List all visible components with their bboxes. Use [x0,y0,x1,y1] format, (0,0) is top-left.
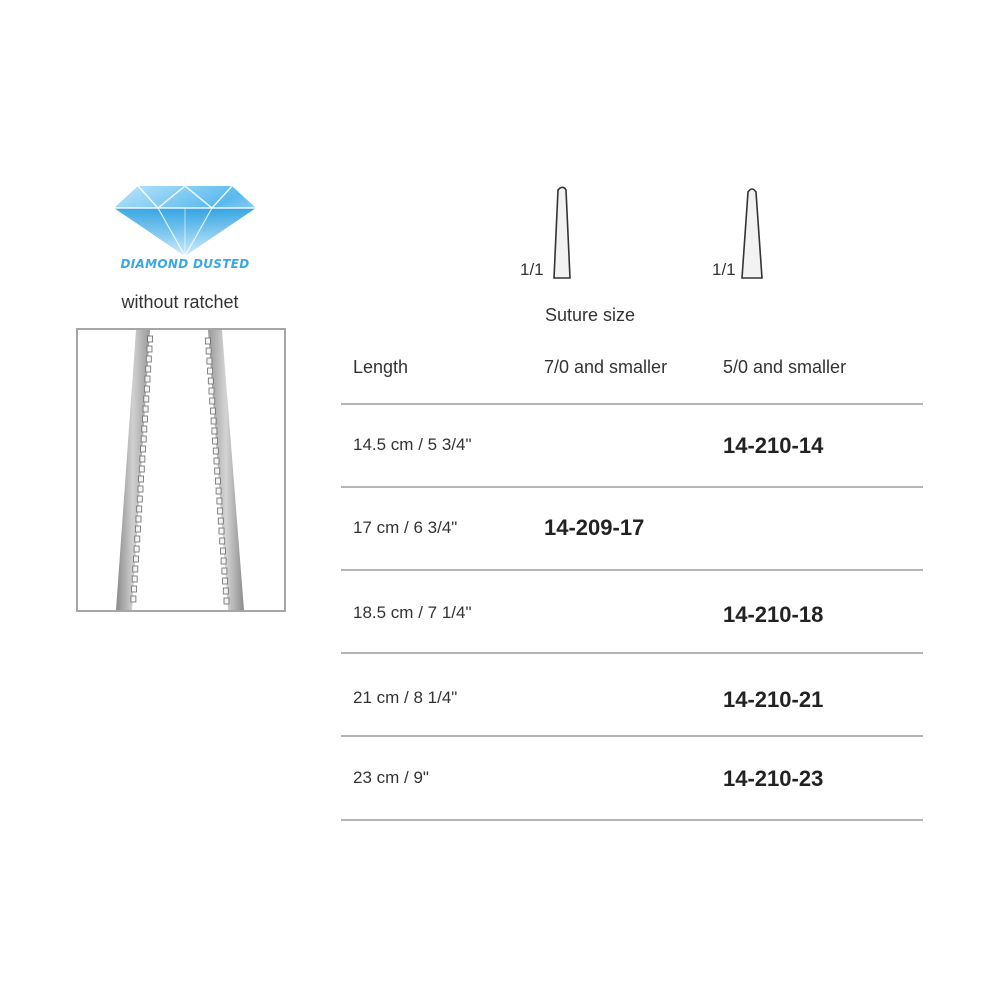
jaw-tooth [217,498,222,504]
row-length: 23 cm / 9" [353,768,429,787]
jaw-tooth [207,358,212,364]
jaw-tooth [208,378,213,384]
jaw-tooth [131,596,136,602]
jaw-tooth [133,566,138,572]
table-rule [341,403,923,405]
row-length: 17 cm / 6 3/4" [353,518,458,537]
jaw-tooth [220,538,225,544]
jaw-tooth [139,476,144,482]
row-length: 18.5 cm / 7 1/4" [353,603,472,622]
jaw-tooth [140,456,145,462]
row-length: 21 cm / 8 1/4" [353,688,458,707]
jaw-tooth [135,536,140,542]
jaw-tooth [206,348,211,354]
header-5-0: 5/0 and smaller [723,357,847,377]
jaw-tooth [224,598,229,604]
table-rule [341,486,923,488]
jaw-tooth [208,368,213,374]
article-number: 14-210-21 [723,687,824,712]
jaw-tooth [143,416,148,422]
jaw-tooth [215,468,220,474]
jaw-tooth [222,568,227,574]
article-number: 14-209-17 [544,515,645,540]
jaw-tooth [132,576,137,582]
jaw-tooth [148,336,153,342]
tip-scale-1: 1/1 [520,260,544,279]
jaw-tooth [214,458,219,464]
jaw-tooth [141,446,146,452]
table-rule [341,652,923,654]
jaw-tooth [147,346,152,352]
suture-size-label: Suture size [545,305,636,325]
header-length: Length [353,357,409,377]
jaw-tooth [223,588,228,594]
row-length: 14.5 cm / 5 3/4" [353,435,472,454]
jaw-tooth [134,546,139,552]
jaw-tooth [210,398,215,404]
serrated-jaws-illustration [78,330,284,610]
jaw-tooth [209,388,214,394]
jaw-tooth [213,438,218,444]
ratchet-label: without ratchet [121,292,239,312]
jaw-tooth [210,408,215,414]
jaw-tooth [213,448,218,454]
jaw-tooth [221,558,226,564]
jaw-tooth [146,356,151,362]
table-rule [341,819,923,821]
jaw-tooth [132,586,137,592]
jaw-tooth [145,376,150,382]
tip-scale-2: 1/1 [712,260,736,279]
article-number: 14-210-23 [723,766,824,791]
jaw-tooth [138,486,143,492]
jaw-tooth [144,386,149,392]
jaw-tooth [146,366,151,372]
jaw-tooth [219,528,224,534]
article-number: 14-210-18 [723,602,824,627]
jaw-tooth [141,436,146,442]
jaw-tooth [220,548,225,554]
jaw-tooth [143,406,148,412]
jaw-tooth [142,426,147,432]
jaw-tooth [218,518,223,524]
article-number: 14-210-14 [723,433,824,458]
table-rule [341,569,923,571]
jaw-tooth [211,418,216,424]
jaw-tooth [218,508,223,514]
jaw-tooth [137,496,142,502]
jaw-detail-image [76,328,286,612]
jaw-tooth [144,396,149,402]
jaw-tooth [216,488,221,494]
jaw-tooth [223,578,228,584]
header-7-0: 7/0 and smaller [544,357,668,377]
badge-text: DIAMOND DUSTED [120,257,250,271]
jaw-tooth [212,428,217,434]
jaw-tooth [205,338,210,344]
jaw-tooth [135,526,140,532]
jaw-tooth [139,466,144,472]
table-rule [341,735,923,737]
jaw-tooth [134,556,139,562]
jaw-tooth [215,478,220,484]
jaw-tooth [136,516,141,522]
jaw-tooth [137,506,142,512]
